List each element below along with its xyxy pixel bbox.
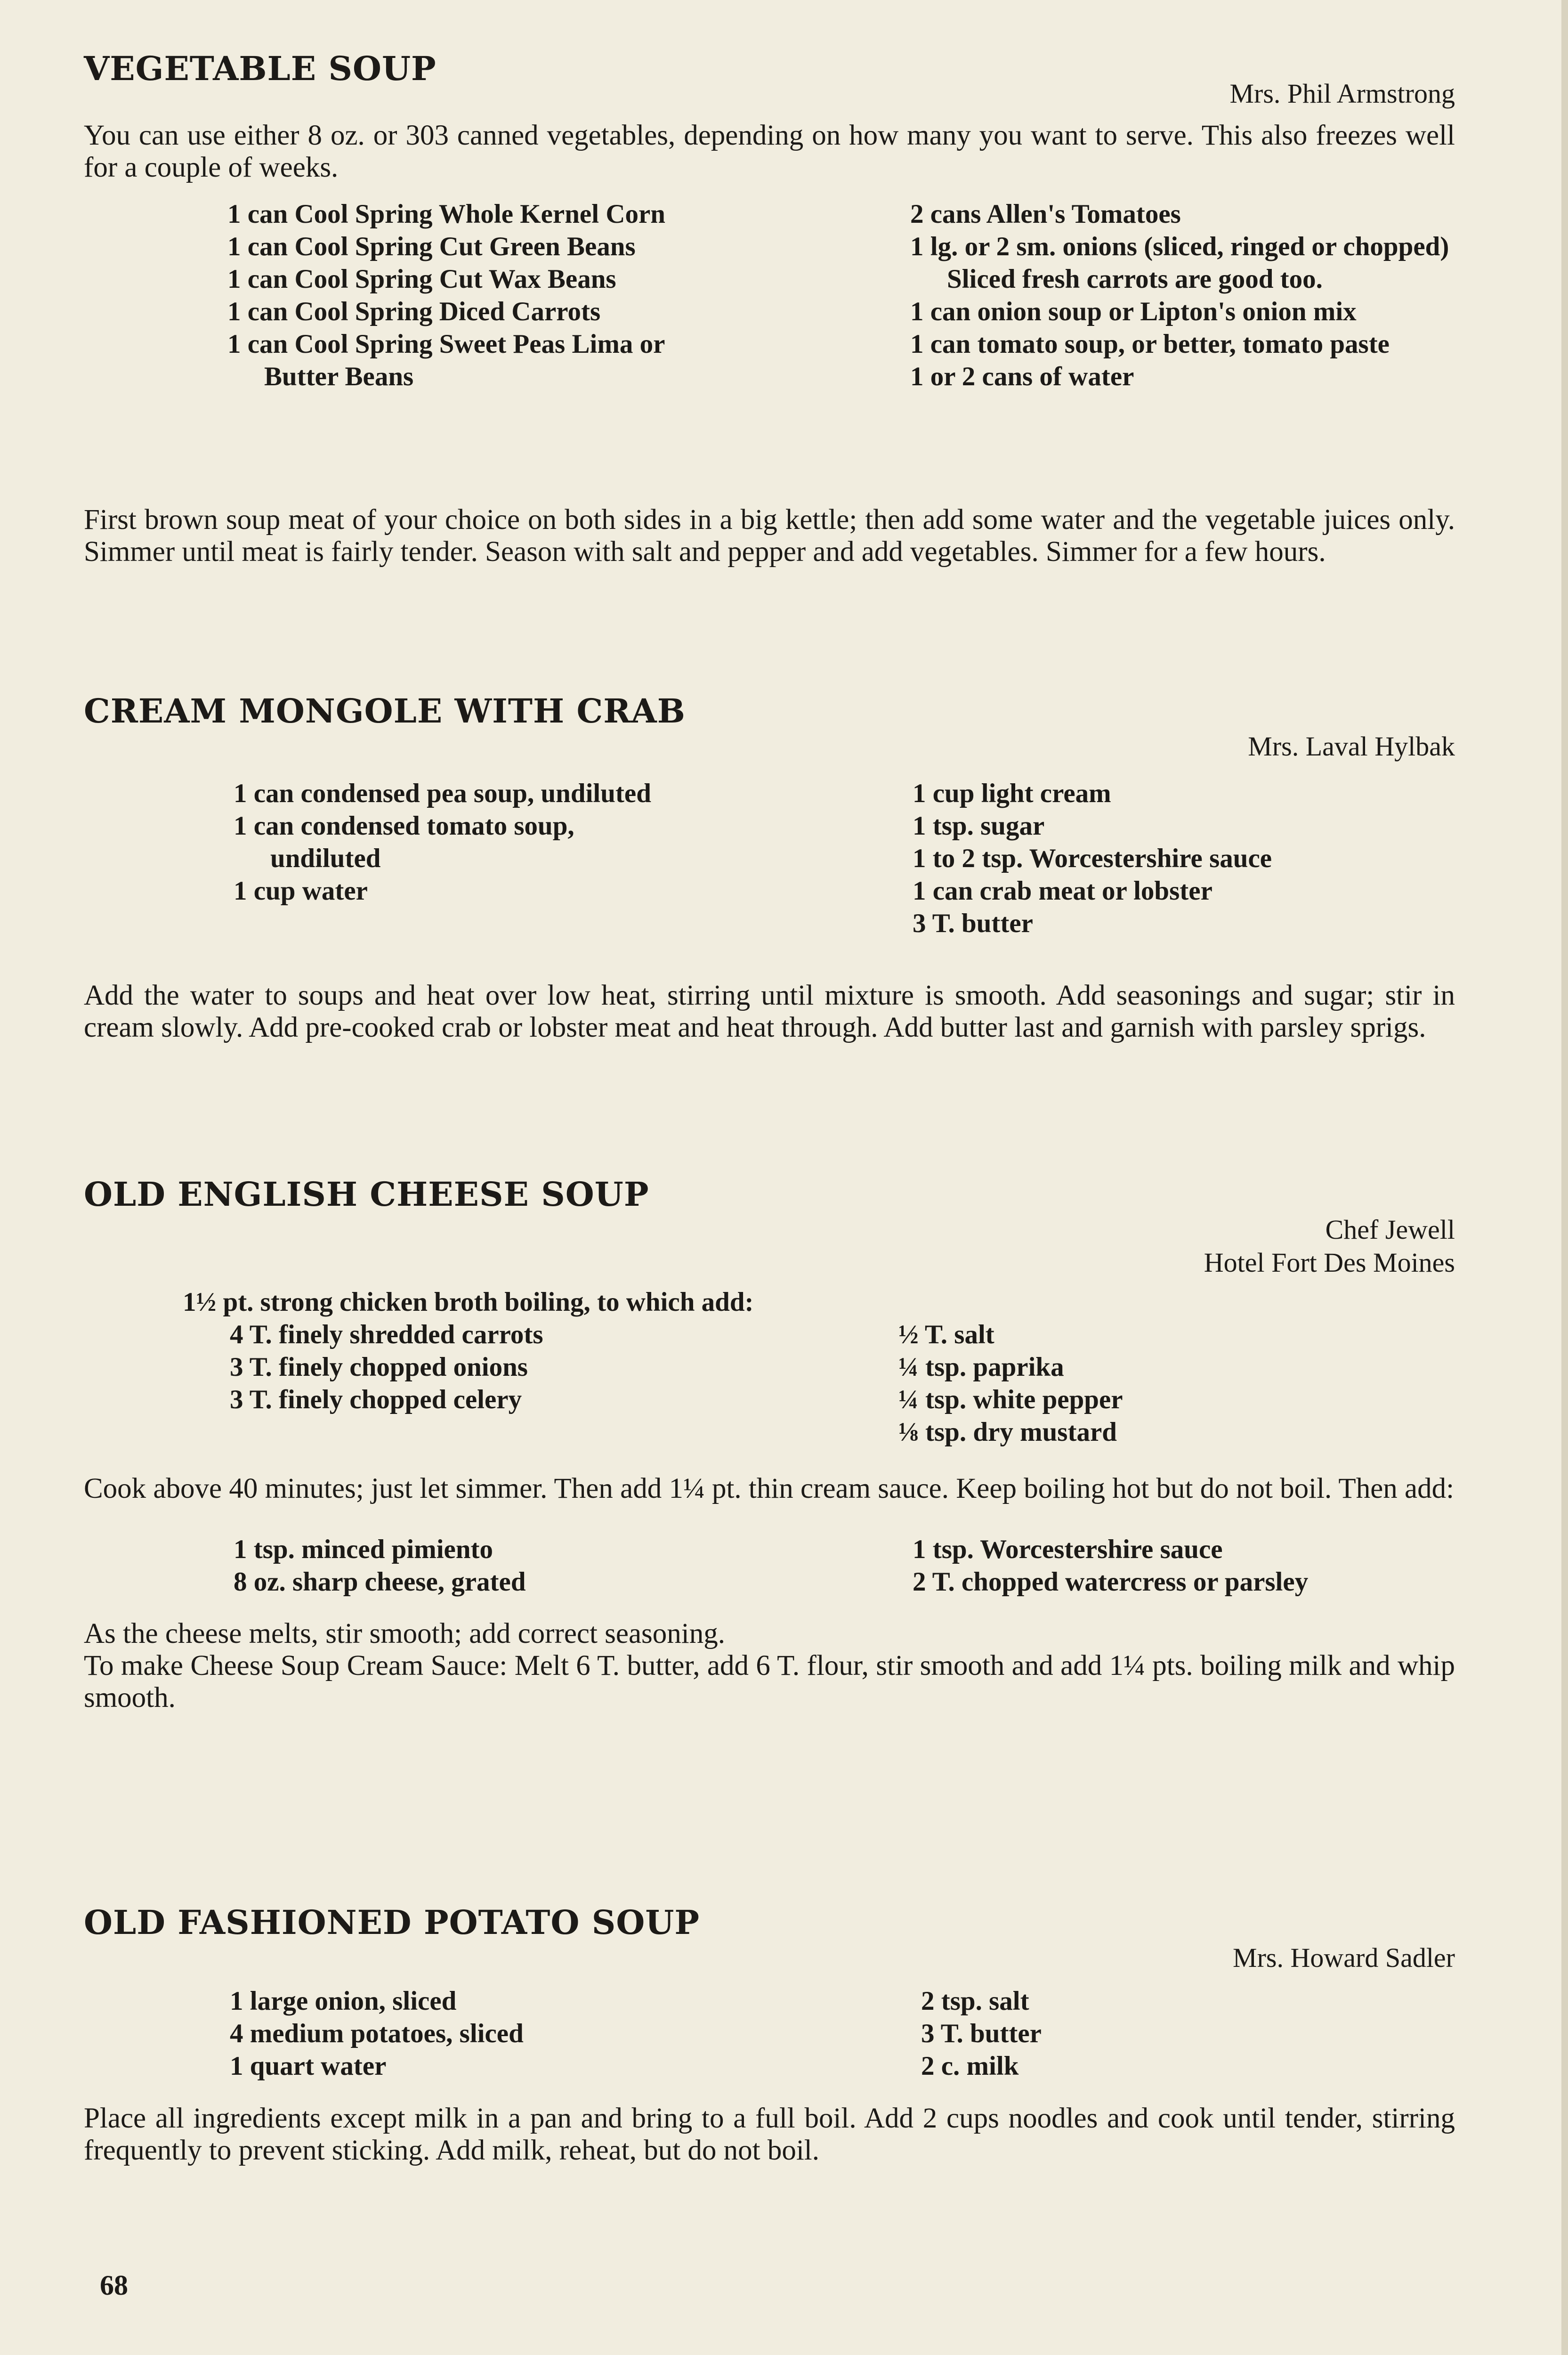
ingredient-columns (84, 1985, 1455, 2093)
recipe-instructions: First brown soup meat of your choice on both sides in a big kettle; then add some water and the vegetable juices only. Simmer until meat is fairly tender. Season with salt and pepper and add vegetables. Simmer for a few hours. (84, 504, 1455, 568)
ingredient: 1 lg. or 2 sm. onions (sliced, ringed or chopped) (910, 232, 1449, 261)
ingredient: 1 can condensed tomato soup, undiluted (234, 811, 574, 873)
ingredient-column-left (230, 1318, 748, 1416)
ingredient: 3 T. butter (913, 909, 1033, 938)
page-number: 68 (100, 2270, 128, 2301)
ingredient: 1 can Cool Spring Sweet Peas Lima or Butter Beans (227, 329, 665, 391)
recipe-author: Chef Jewell (1325, 1214, 1455, 1245)
ingredient-column-left (234, 1533, 752, 1598)
ingredient: 1 can tomato soup, or better, tomato paste (910, 329, 1390, 359)
recipe-title: OLD ENGLISH CHEESE SOUP (84, 1175, 649, 1214)
ingredient: 2 tsp. salt (921, 1986, 1029, 2016)
recipe-intro: You can use either 8 oz. or 303 canned vegetables, depending on how many you want to serve. This also freezes well for a couple of weeks. (84, 120, 1455, 183)
recipe-vegetable-soup (84, 49, 1455, 568)
ingredient: 1 tsp. Worcestershire sauce (913, 1535, 1223, 1564)
ingredient: 1 can crab meat or lobster (913, 876, 1212, 906)
ingredient-note: Sliced fresh carrots are good too. (947, 264, 1323, 294)
ingredient-column-right (921, 1985, 1392, 2082)
recipe-instructions-2: As the cheese melts, stir smooth; add correct seasoning. (84, 1618, 725, 1649)
ingredient: 1 can Cool Spring Diced Carrots (227, 297, 601, 326)
ingredient-columns (84, 198, 1455, 485)
ingredient: 1 or 2 cans of water (910, 362, 1134, 391)
ingredient-columns (84, 1318, 1455, 1455)
ingredient-column-right (913, 777, 1454, 940)
ingredient-column-left (227, 198, 679, 393)
ingredient-columns (84, 777, 1455, 975)
ingredient: 1 tsp. sugar (913, 811, 1045, 841)
ingredient: 1 can Cool Spring Cut Wax Beans (227, 264, 616, 294)
recipe-instructions-3: To make Cheese Soup Cream Sauce: Melt 6 T. butter, add 6 T. flour, stir smooth and add 1¼ pts. boiling milk and whip smooth. (84, 1650, 1455, 1713)
ingredient: 1 can onion soup or Lipton's onion mix (910, 297, 1357, 326)
ingredient: 1 tsp. minced pimiento (234, 1535, 493, 1564)
ingredient-lead (84, 1286, 1455, 1318)
ingredient-lead-text: 1½ pt. strong chicken broth boiling, to which add: (183, 1287, 754, 1317)
ingredient: 2 c. milk (921, 2051, 1019, 2081)
ingredient: 4 T. finely shredded carrots (230, 1320, 543, 1349)
ingredient: 3 T. finely chopped onions (230, 1352, 528, 1382)
recipe-instructions: Add the water to soups and heat over low heat, stirring until mixture is smooth. Add seasonings and sugar; stir in cream slowly. Add pre-cooked crab or lobster meat and heat through. Add butter last and garnish with parsley sprigs. (84, 980, 1455, 1043)
ingredient-column-left (234, 777, 657, 907)
recipe-author: Mrs. Phil Armstrong (1229, 78, 1455, 109)
ingredient: 1 cup water (234, 876, 368, 906)
recipe-instructions: Cook above 40 minutes; just let simmer. Then add 1¼ pt. thin cream sauce. Keep boiling hot but do not boil. Then add: (84, 1473, 1455, 1504)
ingredient-column-right (910, 198, 1452, 393)
page-edge (1561, 0, 1568, 2355)
ingredient-columns-second (84, 1533, 1455, 1604)
ingredient-column-right (913, 1533, 1454, 1598)
ingredient-column-left (230, 1985, 748, 2082)
ingredient: 3 T. butter (921, 2019, 1042, 2048)
recipe-old-fashioned-potato-soup (84, 1903, 1455, 2167)
recipe-cream-mongole (84, 691, 1455, 1044)
ingredient-column-right (898, 1318, 1369, 1448)
recipe-author-affiliation: Hotel Fort Des Moines (1204, 1247, 1455, 1278)
ingredient: 1 can condensed pea soup, undiluted (234, 779, 651, 808)
ingredient: 1 can Cool Spring Cut Green Beans (227, 232, 636, 261)
recipe-title: VEGETABLE SOUP (84, 49, 436, 88)
ingredient: ½ T. salt (898, 1320, 994, 1349)
recipe-title: CREAM MONGOLE WITH CRAB (84, 691, 686, 731)
ingredient: 1 cup light cream (913, 779, 1111, 808)
ingredient: ⅛ tsp. dry mustard (898, 1417, 1117, 1447)
recipe-author: Mrs. Howard Sadler (1233, 1942, 1455, 1973)
ingredient: 2 cans Allen's Tomatoes (910, 199, 1181, 229)
ingredient: 1 can Cool Spring Whole Kernel Corn (227, 199, 665, 229)
recipe-author: Mrs. Laval Hylbak (1248, 731, 1455, 762)
recipe-title: OLD FASHIONED POTATO SOUP (84, 1903, 700, 1942)
ingredient: 1 large onion, sliced (230, 1986, 457, 2016)
ingredient: 4 medium potatoes, sliced (230, 2019, 524, 2048)
ingredient: 3 T. finely chopped celery (230, 1385, 522, 1414)
ingredient: 8 oz. sharp cheese, grated (234, 1567, 526, 1597)
ingredient: 1 quart water (230, 2051, 387, 2081)
ingredient: 1 to 2 tsp. Worcestershire sauce (913, 844, 1272, 873)
ingredient: 2 T. chopped watercress or parsley (913, 1567, 1309, 1597)
recipe-instructions: Place all ingredients except milk in a pan and bring to a full boil. Add 2 cups noodles and cook until tender, stirring frequently to prevent sticking. Add milk, reheat, but do not boil. (84, 2103, 1455, 2166)
ingredient: ¼ tsp. white pepper (898, 1385, 1123, 1414)
ingredient: ¼ tsp. paprika (898, 1352, 1064, 1382)
recipe-old-english-cheese-soup (84, 1175, 1455, 1714)
